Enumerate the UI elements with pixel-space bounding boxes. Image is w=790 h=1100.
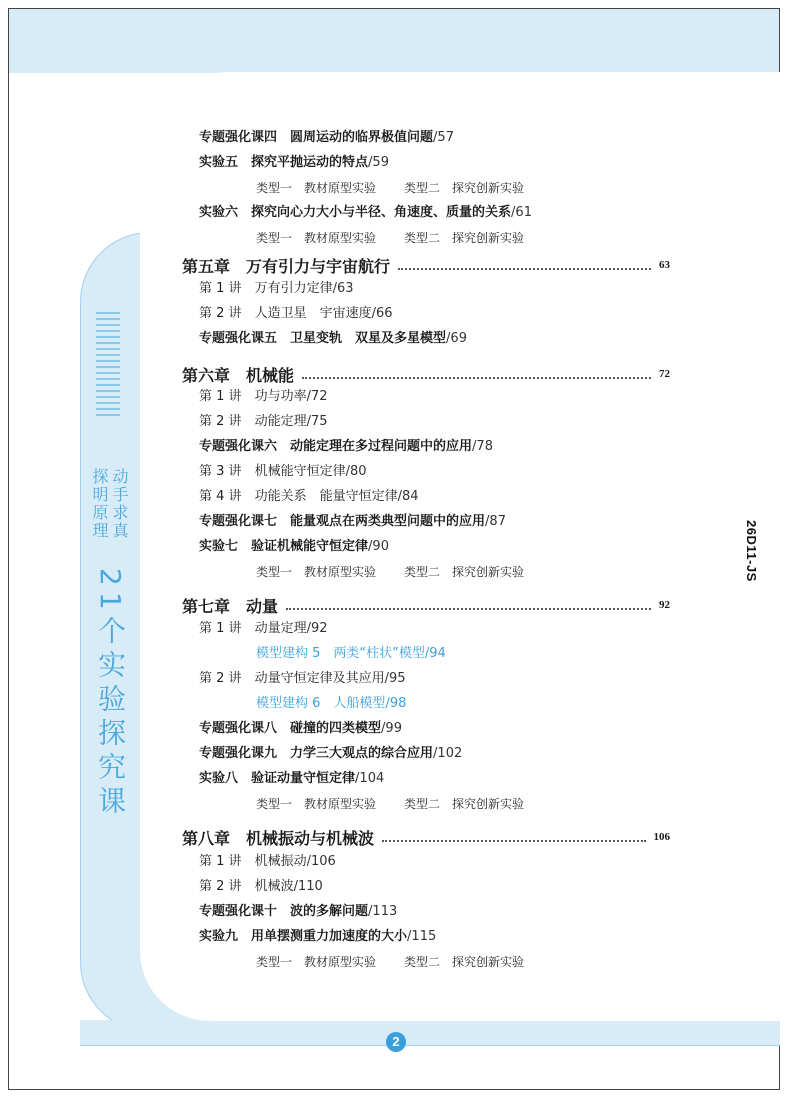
entry-page: /99 <box>381 721 402 736</box>
entry-label: 专题强化课四 <box>199 130 278 145</box>
entry-title: 万有引力定律 <box>254 281 333 296</box>
entry-label: 实验九 <box>199 929 239 944</box>
entry-title: 人船模型 <box>333 696 386 711</box>
entry-label: 第 1 讲 <box>199 389 242 404</box>
entry-page: /72 <box>306 389 328 404</box>
entry-page: /69 <box>446 331 467 346</box>
entry-page: /57 <box>433 130 454 145</box>
entry-page: /87 <box>485 514 506 529</box>
entry-title: 动能定理在多过程问题中的应用 <box>290 439 473 454</box>
entry-page: /104 <box>355 771 385 786</box>
decorative-stripes <box>96 312 120 420</box>
entry-title: 力学三大观点的综合应用 <box>290 746 434 761</box>
toc-entry[interactable] <box>199 928 436 946</box>
type-two: 类型二 探究创新实验 <box>404 955 525 969</box>
toc-entry[interactable] <box>199 330 467 348</box>
entry-page: /94 <box>424 646 446 661</box>
entry-label: 第 1 讲 <box>199 854 242 869</box>
entry-page: /61 <box>511 205 532 220</box>
chapter-title: 第六章 机械能 <box>182 365 295 385</box>
toc-entry[interactable] <box>199 513 506 531</box>
experiment-types <box>256 229 524 247</box>
entry-label: 专题强化课七 <box>199 514 278 529</box>
entry-page: /95 <box>384 671 406 686</box>
dot-leader <box>302 377 651 379</box>
chapter-title: 第七章 动量 <box>182 596 279 616</box>
entry-title: 动能定理 <box>254 414 307 429</box>
toc-entry[interactable] <box>199 720 402 738</box>
toc-entry[interactable] <box>199 129 454 147</box>
entry-label: 模型建构 5 <box>256 646 321 661</box>
entry-label: 专题强化课五 <box>199 331 278 346</box>
entry-label: 第 1 讲 <box>199 621 242 636</box>
chapter-page: 92 <box>659 599 670 611</box>
chapter-heading[interactable] <box>182 594 670 616</box>
toc-entry[interactable] <box>199 620 328 638</box>
entry-label: 第 2 讲 <box>199 306 242 321</box>
entry-label: 第 1 讲 <box>199 281 242 296</box>
entry-page: /75 <box>306 414 328 429</box>
toc-entry[interactable] <box>199 770 384 788</box>
entry-title: 机械能守恒定律 <box>254 464 346 479</box>
entry-title: 人造卫星 宇宙速度 <box>254 306 372 321</box>
type-two: 类型二 探究创新实验 <box>404 231 525 245</box>
toc-entry[interactable] <box>199 463 367 481</box>
entry-label: 专题强化课十 <box>199 904 278 919</box>
entry-page: /78 <box>472 439 493 454</box>
toc-entry[interactable] <box>199 903 397 921</box>
toc-entry[interactable] <box>199 305 393 323</box>
type-two: 类型二 探究创新实验 <box>404 797 525 811</box>
book-code: 26D11-JS <box>744 520 759 582</box>
entry-label: 专题强化课九 <box>199 746 278 761</box>
entry-title: 卫星变轨 双星及多星模型 <box>290 331 447 346</box>
toc-entry[interactable] <box>199 670 406 688</box>
toc-entry[interactable] <box>199 388 328 406</box>
toc-entry-model[interactable] <box>256 645 446 663</box>
type-one: 类型一 教材原型实验 <box>256 565 377 579</box>
entry-title: 机械波 <box>254 879 294 894</box>
entry-title: 波的多解问题 <box>290 904 369 919</box>
bottom-strip <box>80 1020 780 1046</box>
type-one: 类型一 教材原型实验 <box>256 955 377 969</box>
top-band <box>9 9 779 73</box>
page-number: 2 <box>386 1032 406 1052</box>
toc-entry[interactable] <box>199 878 323 896</box>
chapter-page: 106 <box>653 831 670 843</box>
toc-entry[interactable] <box>199 745 462 763</box>
entry-page: /66 <box>371 306 393 321</box>
chapter-title: 第五章 万有引力与宇宙航行 <box>182 256 391 276</box>
entry-label: 实验六 <box>199 205 239 220</box>
entry-title: 圆周运动的临界极值问题 <box>290 130 434 145</box>
entry-page: /59 <box>368 155 389 170</box>
dot-leader <box>286 608 651 610</box>
type-one: 类型一 教材原型实验 <box>256 181 377 195</box>
entry-title: 探究平抛运动的特点 <box>251 155 369 170</box>
entry-title: 功能关系 能量守恒定律 <box>254 489 398 504</box>
entry-title: 动量守恒定律及其应用 <box>254 671 385 686</box>
toc-entry[interactable] <box>199 853 336 871</box>
toc-entry[interactable] <box>199 538 389 556</box>
toc-entry[interactable] <box>199 204 532 222</box>
entry-title: 探究向心力大小与半径、角速度、质量的关系 <box>251 205 512 220</box>
chapter-page: 63 <box>659 259 670 271</box>
entry-title: 能量观点在两类典型问题中的应用 <box>290 514 486 529</box>
entry-page: /98 <box>385 696 407 711</box>
entry-page: /106 <box>306 854 336 869</box>
entry-page: /113 <box>368 904 398 919</box>
entry-label: 专题强化课八 <box>199 721 278 736</box>
entry-title: 动量定理 <box>254 621 307 636</box>
entry-label: 实验五 <box>199 155 239 170</box>
type-two: 类型二 探究创新实验 <box>404 565 525 579</box>
entry-label: 第 2 讲 <box>199 414 242 429</box>
entry-label: 第 3 讲 <box>199 464 242 479</box>
entry-page: /110 <box>293 879 323 894</box>
side-subtitle-left: 探明原理 <box>90 468 109 540</box>
chapter-heading[interactable] <box>182 254 670 276</box>
entry-page: /84 <box>397 489 419 504</box>
entry-page: /90 <box>368 539 389 554</box>
side-subtitle-right: 动手求真 <box>110 468 129 540</box>
type-one: 类型一 教材原型实验 <box>256 797 377 811</box>
entry-title: 两类“柱状”模型 <box>333 646 425 661</box>
experiment-types <box>256 179 524 197</box>
experiment-types <box>256 563 524 581</box>
entry-label: 第 4 讲 <box>199 489 242 504</box>
entry-page: /115 <box>407 929 437 944</box>
chapter-heading[interactable] <box>182 826 670 848</box>
experiment-types <box>256 795 524 813</box>
type-one: 类型一 教材原型实验 <box>256 231 377 245</box>
toc-entry[interactable] <box>199 280 354 298</box>
entry-label: 第 2 讲 <box>199 671 242 686</box>
entry-page: /102 <box>433 746 463 761</box>
chapter-page: 72 <box>659 368 670 380</box>
entry-label: 模型建构 6 <box>256 696 321 711</box>
entry-title: 机械振动 <box>254 854 307 869</box>
entry-title: 碰撞的四类模型 <box>290 721 382 736</box>
entry-label: 第 2 讲 <box>199 879 242 894</box>
entry-label: 实验八 <box>199 771 239 786</box>
entry-page: /80 <box>345 464 367 479</box>
toc-entry-model[interactable] <box>256 695 406 713</box>
entry-label: 实验七 <box>199 539 239 554</box>
type-two: 类型二 探究创新实验 <box>404 181 525 195</box>
entry-title: 功与功率 <box>254 389 307 404</box>
entry-page: /63 <box>332 281 354 296</box>
entry-title: 验证动量守恒定律 <box>251 771 356 786</box>
dot-leader <box>398 268 651 270</box>
experiment-types <box>256 953 524 971</box>
toc-entry[interactable] <box>199 154 389 172</box>
toc-entry[interactable] <box>199 413 328 431</box>
chapter-heading[interactable] <box>182 363 670 385</box>
toc-entry[interactable] <box>199 438 493 456</box>
dot-leader <box>382 840 645 842</box>
entry-label: 专题强化课六 <box>199 439 278 454</box>
toc-entry[interactable] <box>199 488 419 506</box>
entry-page: /92 <box>306 621 328 636</box>
entry-title: 用单摆测重力加速度的大小 <box>251 929 408 944</box>
chapter-title: 第八章 机械振动与机械波 <box>182 828 375 848</box>
entry-title: 验证机械能守恒定律 <box>251 539 369 554</box>
side-title: 21个实验探究课 <box>94 568 127 820</box>
